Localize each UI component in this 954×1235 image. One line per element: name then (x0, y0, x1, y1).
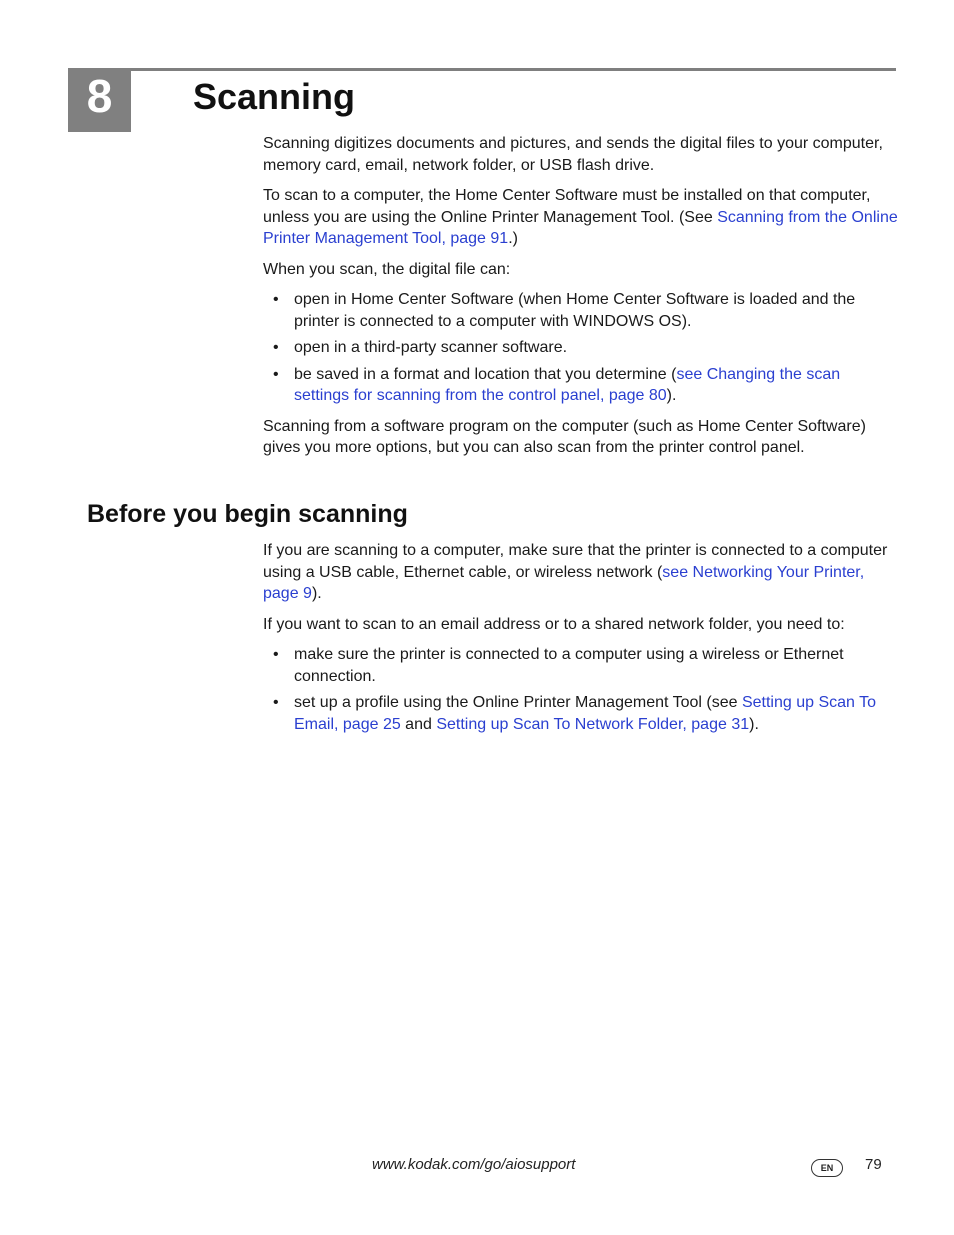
page-number: 79 (865, 1156, 882, 1173)
intro-bullet-list (263, 289, 899, 407)
section-title: Before you begin scanning (87, 500, 408, 528)
bullet-text-mid: and (400, 715, 437, 733)
intro-paragraph-2 (263, 185, 899, 250)
list-item (263, 692, 899, 735)
link-changing-scan-settings[interactable]: see Changing the scan settings for scanning from the control panel, page 80 (294, 365, 841, 404)
bullet-text: make sure the printer is connected to a computer using a wireless or Ethernet connection. (294, 646, 844, 685)
intro-paragraph-2-end: .) (508, 230, 518, 247)
intro-section (263, 133, 899, 459)
section-paragraph-1 (263, 540, 899, 605)
bullet-text: set up a profile using the Online Printer Management Tool (see (294, 694, 742, 711)
section-paragraph-1-end: ). (311, 585, 322, 602)
link-networking-your-printer[interactable]: see Networking Your Printer, page 9 (263, 563, 865, 602)
chapter-number: 8 (86, 70, 113, 122)
list-item (263, 364, 899, 407)
before-scanning-section (263, 540, 899, 735)
header-rule (68, 68, 896, 71)
language-badge: EN (811, 1159, 843, 1177)
section-paragraph-2: If you want to scan to an email address or to a shared network folder, you need to: (263, 615, 845, 633)
list-item (263, 644, 899, 687)
bullet-text: be saved in a format and location that you determine ( (294, 365, 677, 383)
footer-url: www.kodak.com/go/aiosupport (372, 1156, 576, 1173)
intro-paragraph-3: When you scan, the digital file can: (263, 260, 511, 278)
bullet-text-end: ). (749, 715, 759, 733)
link-scan-to-network-folder[interactable]: Setting up Scan To Network Folder, page 31 (436, 715, 750, 733)
intro-paragraph-1: Scanning digitizes documents and pictures, and sends the digital files to your computer, memory card, email, network folder, or USB flash drive. (263, 135, 883, 174)
list-item (263, 289, 899, 332)
intro-paragraph-4: Scanning from a software program on the computer (such as Home Center Software) gives you more options, but you can also scan from the printer control panel. (263, 417, 866, 456)
chapter-title: Scanning (193, 76, 356, 117)
link-scanning-online-tool[interactable]: Scanning from the Online Printer Management Tool, page 91 (263, 208, 898, 247)
bullet-text: open in Home Center Software (when Home Center Software is loaded and the printer is connected to a computer with WINDOWS OS). (294, 291, 856, 330)
bullet-text-end: ). (666, 387, 677, 404)
bullet-text: open in a third-party scanner software. (294, 339, 568, 356)
intro-paragraph-2-text: To scan to a computer, the Home Center Software must be installed on that computer, unless you are using the Online Printer Management Tool. (See (263, 187, 871, 226)
chapter-number-badge (68, 68, 131, 132)
section-bullet-list (263, 644, 899, 735)
link-scan-to-email[interactable]: Setting up Scan To Email, page 25 (294, 694, 876, 733)
list-item (263, 337, 899, 359)
section-paragraph-1-text: If you are scanning to a computer, make sure that the printer is connected to a computer using a USB cable, Ethernet cable, or wireless network ( (263, 542, 888, 581)
